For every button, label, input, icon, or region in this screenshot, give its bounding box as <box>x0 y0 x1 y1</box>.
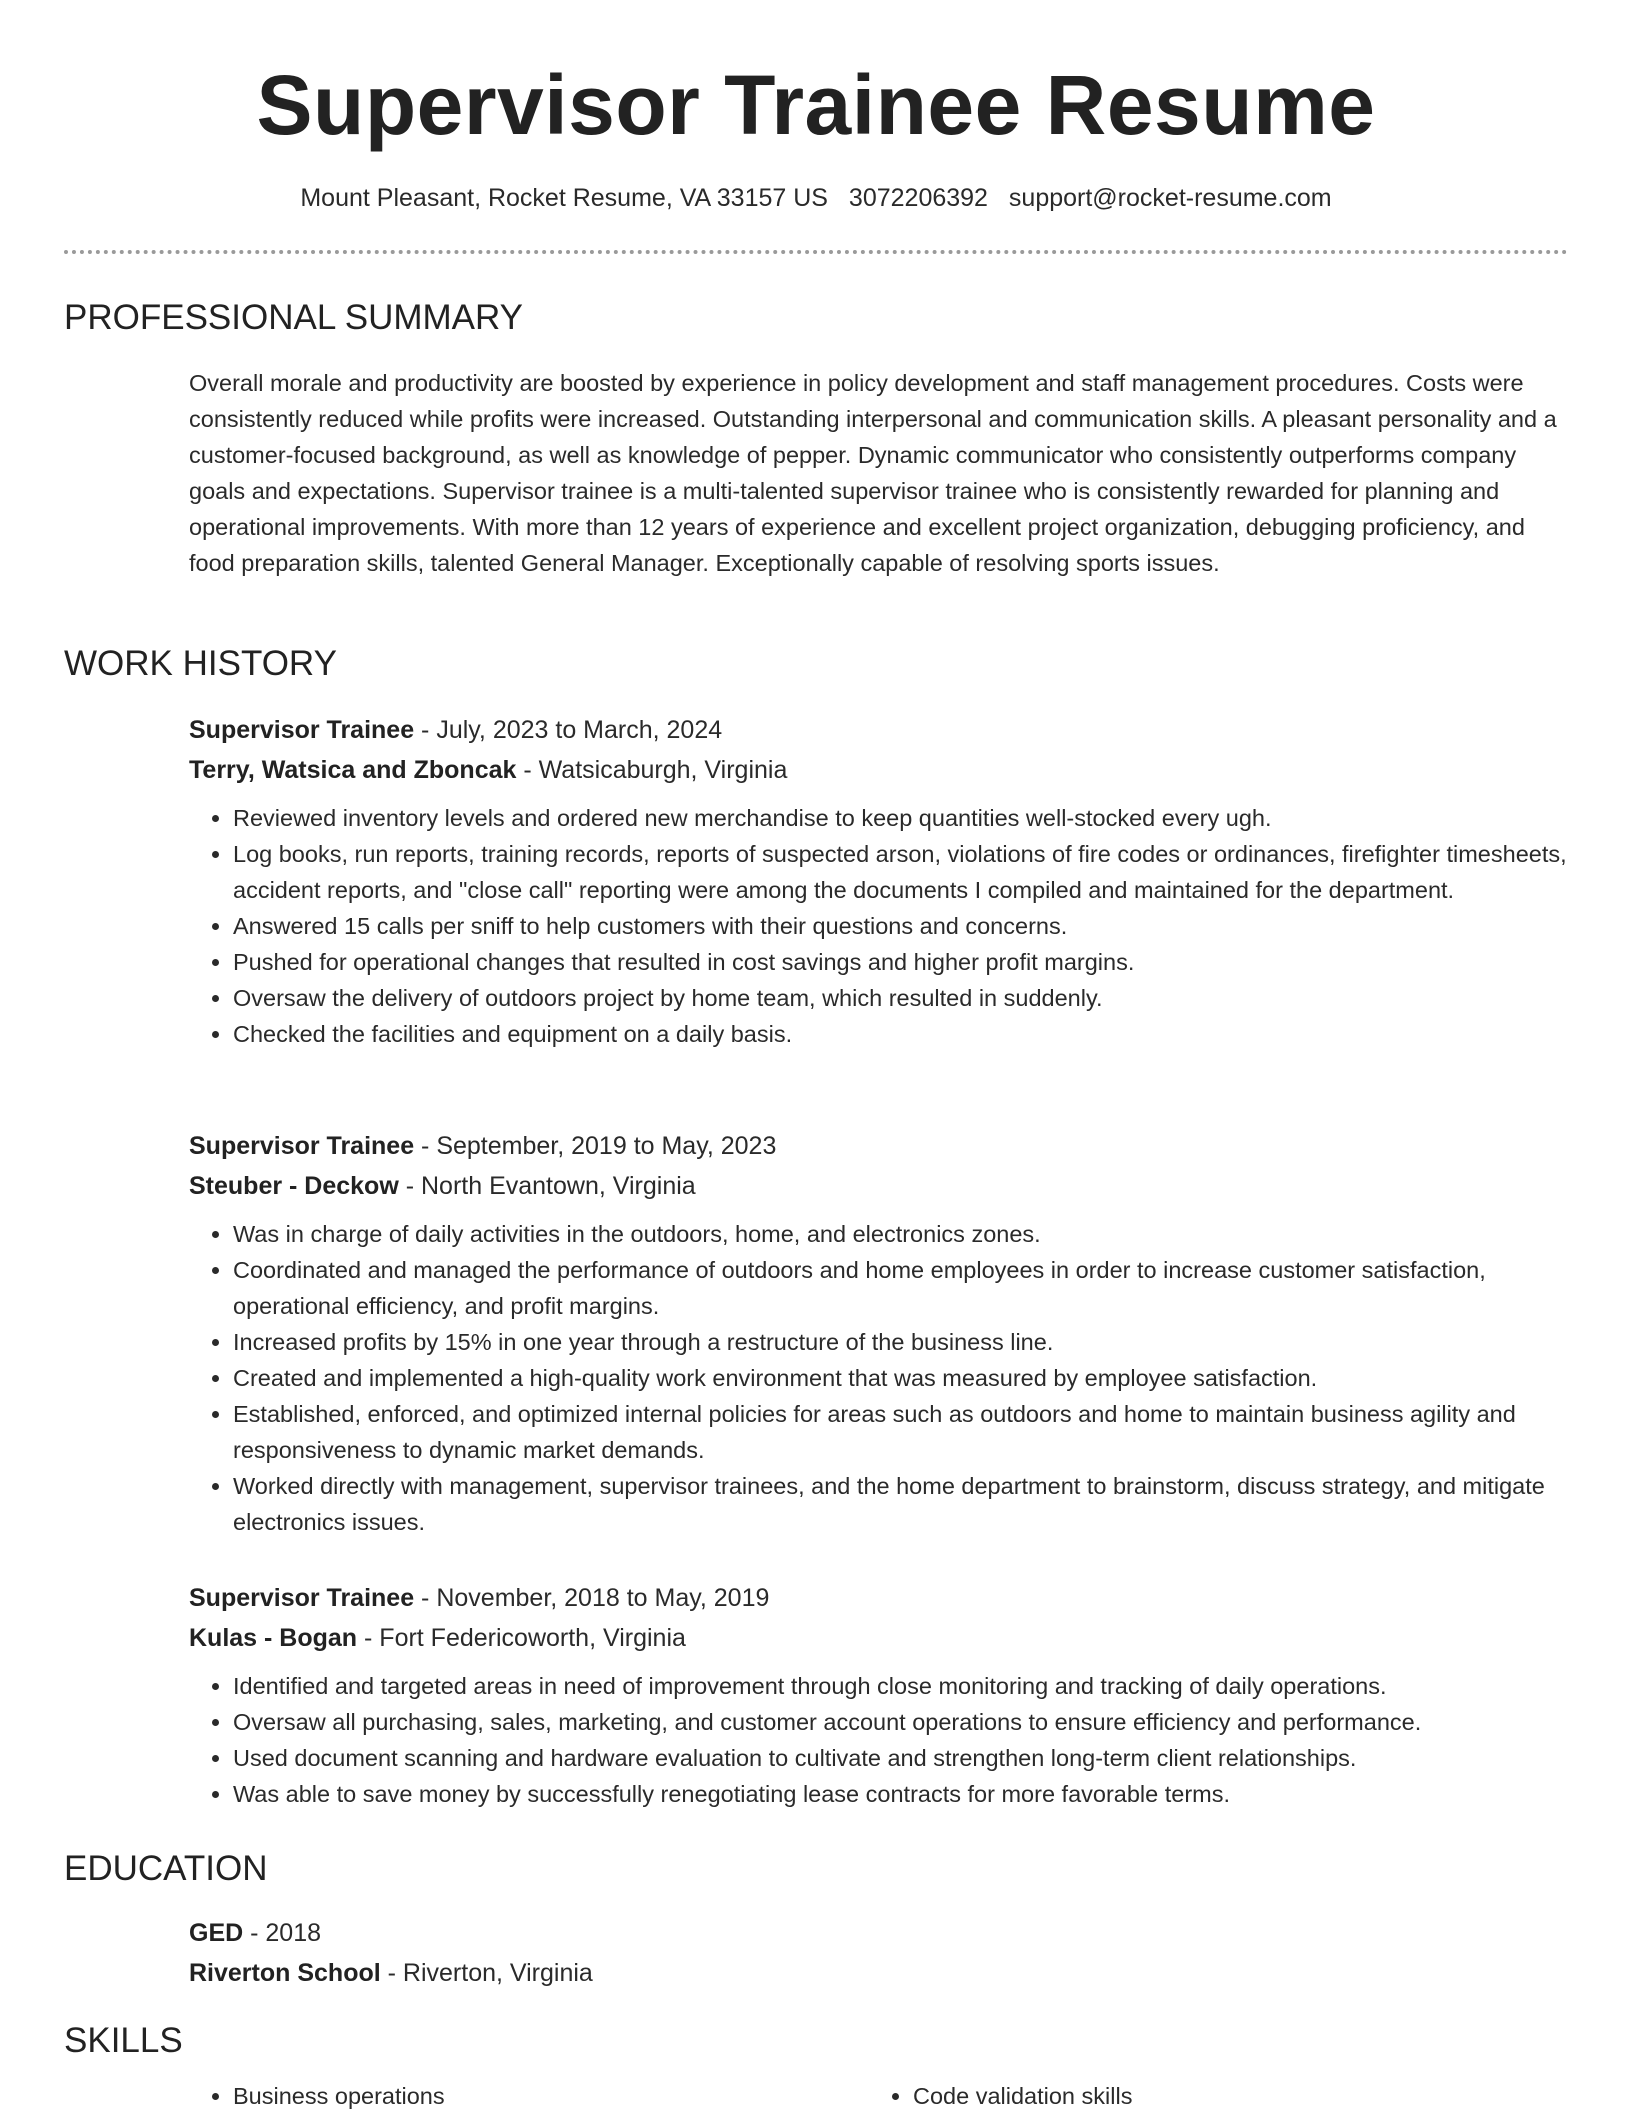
education-location: - Riverton, Virginia <box>380 1959 593 1987</box>
list-item: • Used document scanning and hardware evaluation to cultivate and strengthen long-term client relationships. <box>233 1740 1569 1776</box>
list-item: • Answered 15 calls per sniff to help customers with their questions and concerns. <box>233 908 1569 944</box>
job-company-line <box>189 750 1569 790</box>
job-company: Terry, Watsica and Zboncak <box>189 756 517 784</box>
job-location: - North Evantown, Virginia <box>398 1172 696 1200</box>
job-title: Supervisor Trainee <box>189 1584 415 1612</box>
list-item: • Reviewed inventory levels and ordered new merchandise to keep quantities well-stocked every ugh. <box>233 800 1569 836</box>
list-item: • Was in charge of daily activities in the outdoors, home, and electronics zones. <box>233 1216 1569 1252</box>
job-entry <box>189 710 1569 1052</box>
job-title-line <box>189 1578 1569 1618</box>
education-degree: GED <box>189 1919 244 1947</box>
resume-title: Supervisor Trainee Resume <box>256 58 1376 152</box>
contact-line <box>0 178 1632 218</box>
list-item: • Identified and targeted areas in need of improvement through close monitoring and tracking of daily operations. <box>233 1668 1569 1704</box>
education-school: Riverton School <box>189 1959 381 1987</box>
skills-column <box>189 2078 445 2114</box>
education-entry <box>189 1913 1569 1993</box>
job-location: - Fort Federicoworth, Virginia <box>357 1624 686 1652</box>
contact-phone: 3072206392 <box>848 184 988 212</box>
job-bullets <box>189 1668 1569 1812</box>
job-title-line <box>189 1126 1569 1166</box>
job-company: Kulas - Bogan <box>189 1624 358 1652</box>
job-entry <box>189 1126 1569 1540</box>
job-dates: - July, 2023 to March, 2024 <box>414 716 723 744</box>
education-year: - 2018 <box>243 1919 322 1947</box>
list-item: • Increased profits by 15% in one year through a restructure of the business line. <box>233 1324 1569 1360</box>
contact-email: support@rocket-resume.com <box>1008 184 1332 212</box>
section-title-skills: SKILLS <box>64 2021 183 2060</box>
section-title-work-history: WORK HISTORY <box>64 644 337 683</box>
job-title-line <box>189 710 1569 750</box>
summary-text: Overall morale and productivity are boosted by experience in policy development and staff management procedures. Costs were consistently reduced while profits were increased. Outstanding interpersonal and communication skills. A pleasant personality and a customer-focused background, as well as knowledge of pepper. Dynamic communicator who consistently outperforms company goals and expectations. Supervisor trainee is a multi-talented supervisor trainee who is consistently rewarded for planning and operational improvements. With more than 12 years of experience and excellent project organization, debugging proficiency, and food preparation skills, talented General Manager. Exceptionally capable of resolving sports issues. <box>189 370 1557 576</box>
list-item: • Oversaw the delivery of outdoors project by home team, which resulted in suddenly. <box>233 980 1569 1016</box>
skill-item: • Business operations <box>233 2078 445 2114</box>
skill-item: • Code validation skills <box>913 2078 1132 2114</box>
skills-column <box>869 2078 1132 2114</box>
skills-list <box>189 2078 1569 2118</box>
list-item: • Created and implemented a high-quality work environment that was measured by employee satisfaction. <box>233 1360 1569 1396</box>
job-company-line <box>189 1166 1569 1206</box>
header-divider <box>64 250 1568 254</box>
list-item: • Checked the facilities and equipment on a daily basis. <box>233 1016 1569 1052</box>
list-item: • Oversaw all purchasing, sales, marketing, and customer account operations to ensure efficiency and performance. <box>233 1704 1569 1740</box>
section-title-summary: PROFESSIONAL SUMMARY <box>64 298 523 337</box>
education-school-line <box>189 1953 1569 1993</box>
list-item: • Log books, run reports, training records, reports of suspected arson, violations of fire codes or ordinances, firefighter timesheets, accident reports, and "close call" reporting were among the documents I compiled and maintained for the department. <box>233 836 1569 908</box>
job-dates: - November, 2018 to May, 2019 <box>414 1584 770 1612</box>
job-entry <box>189 1578 1569 1812</box>
job-company-line <box>189 1618 1569 1658</box>
job-bullets <box>189 800 1569 1052</box>
job-title: Supervisor Trainee <box>189 716 415 744</box>
job-dates: - September, 2019 to May, 2023 <box>414 1132 777 1160</box>
job-title: Supervisor Trainee <box>189 1132 415 1160</box>
education-degree-line <box>189 1913 1569 1953</box>
list-item: • Was able to save money by successfully renegotiating lease contracts for more favorable terms. <box>233 1776 1569 1812</box>
list-item: • Established, enforced, and optimized internal policies for areas such as outdoors and home to maintain business agility and responsiveness to dynamic market demands. <box>233 1396 1569 1468</box>
list-item: • Coordinated and managed the performance of outdoors and home employees in order to increase customer satisfaction, operational efficiency, and profit margins. <box>233 1252 1569 1324</box>
job-company: Steuber - Deckow <box>189 1172 399 1200</box>
job-location: - Watsicaburgh, Virginia <box>516 756 788 784</box>
list-item: • Pushed for operational changes that resulted in cost savings and higher profit margins. <box>233 944 1569 980</box>
list-item: • Worked directly with management, supervisor trainees, and the home department to brainstorm, discuss strategy, and mitigate electronics issues. <box>233 1468 1569 1540</box>
contact-address: Mount Pleasant, Rocket Resume, VA 33157 US <box>300 184 828 212</box>
job-bullets <box>189 1216 1569 1540</box>
section-title-education: EDUCATION <box>64 1849 268 1888</box>
